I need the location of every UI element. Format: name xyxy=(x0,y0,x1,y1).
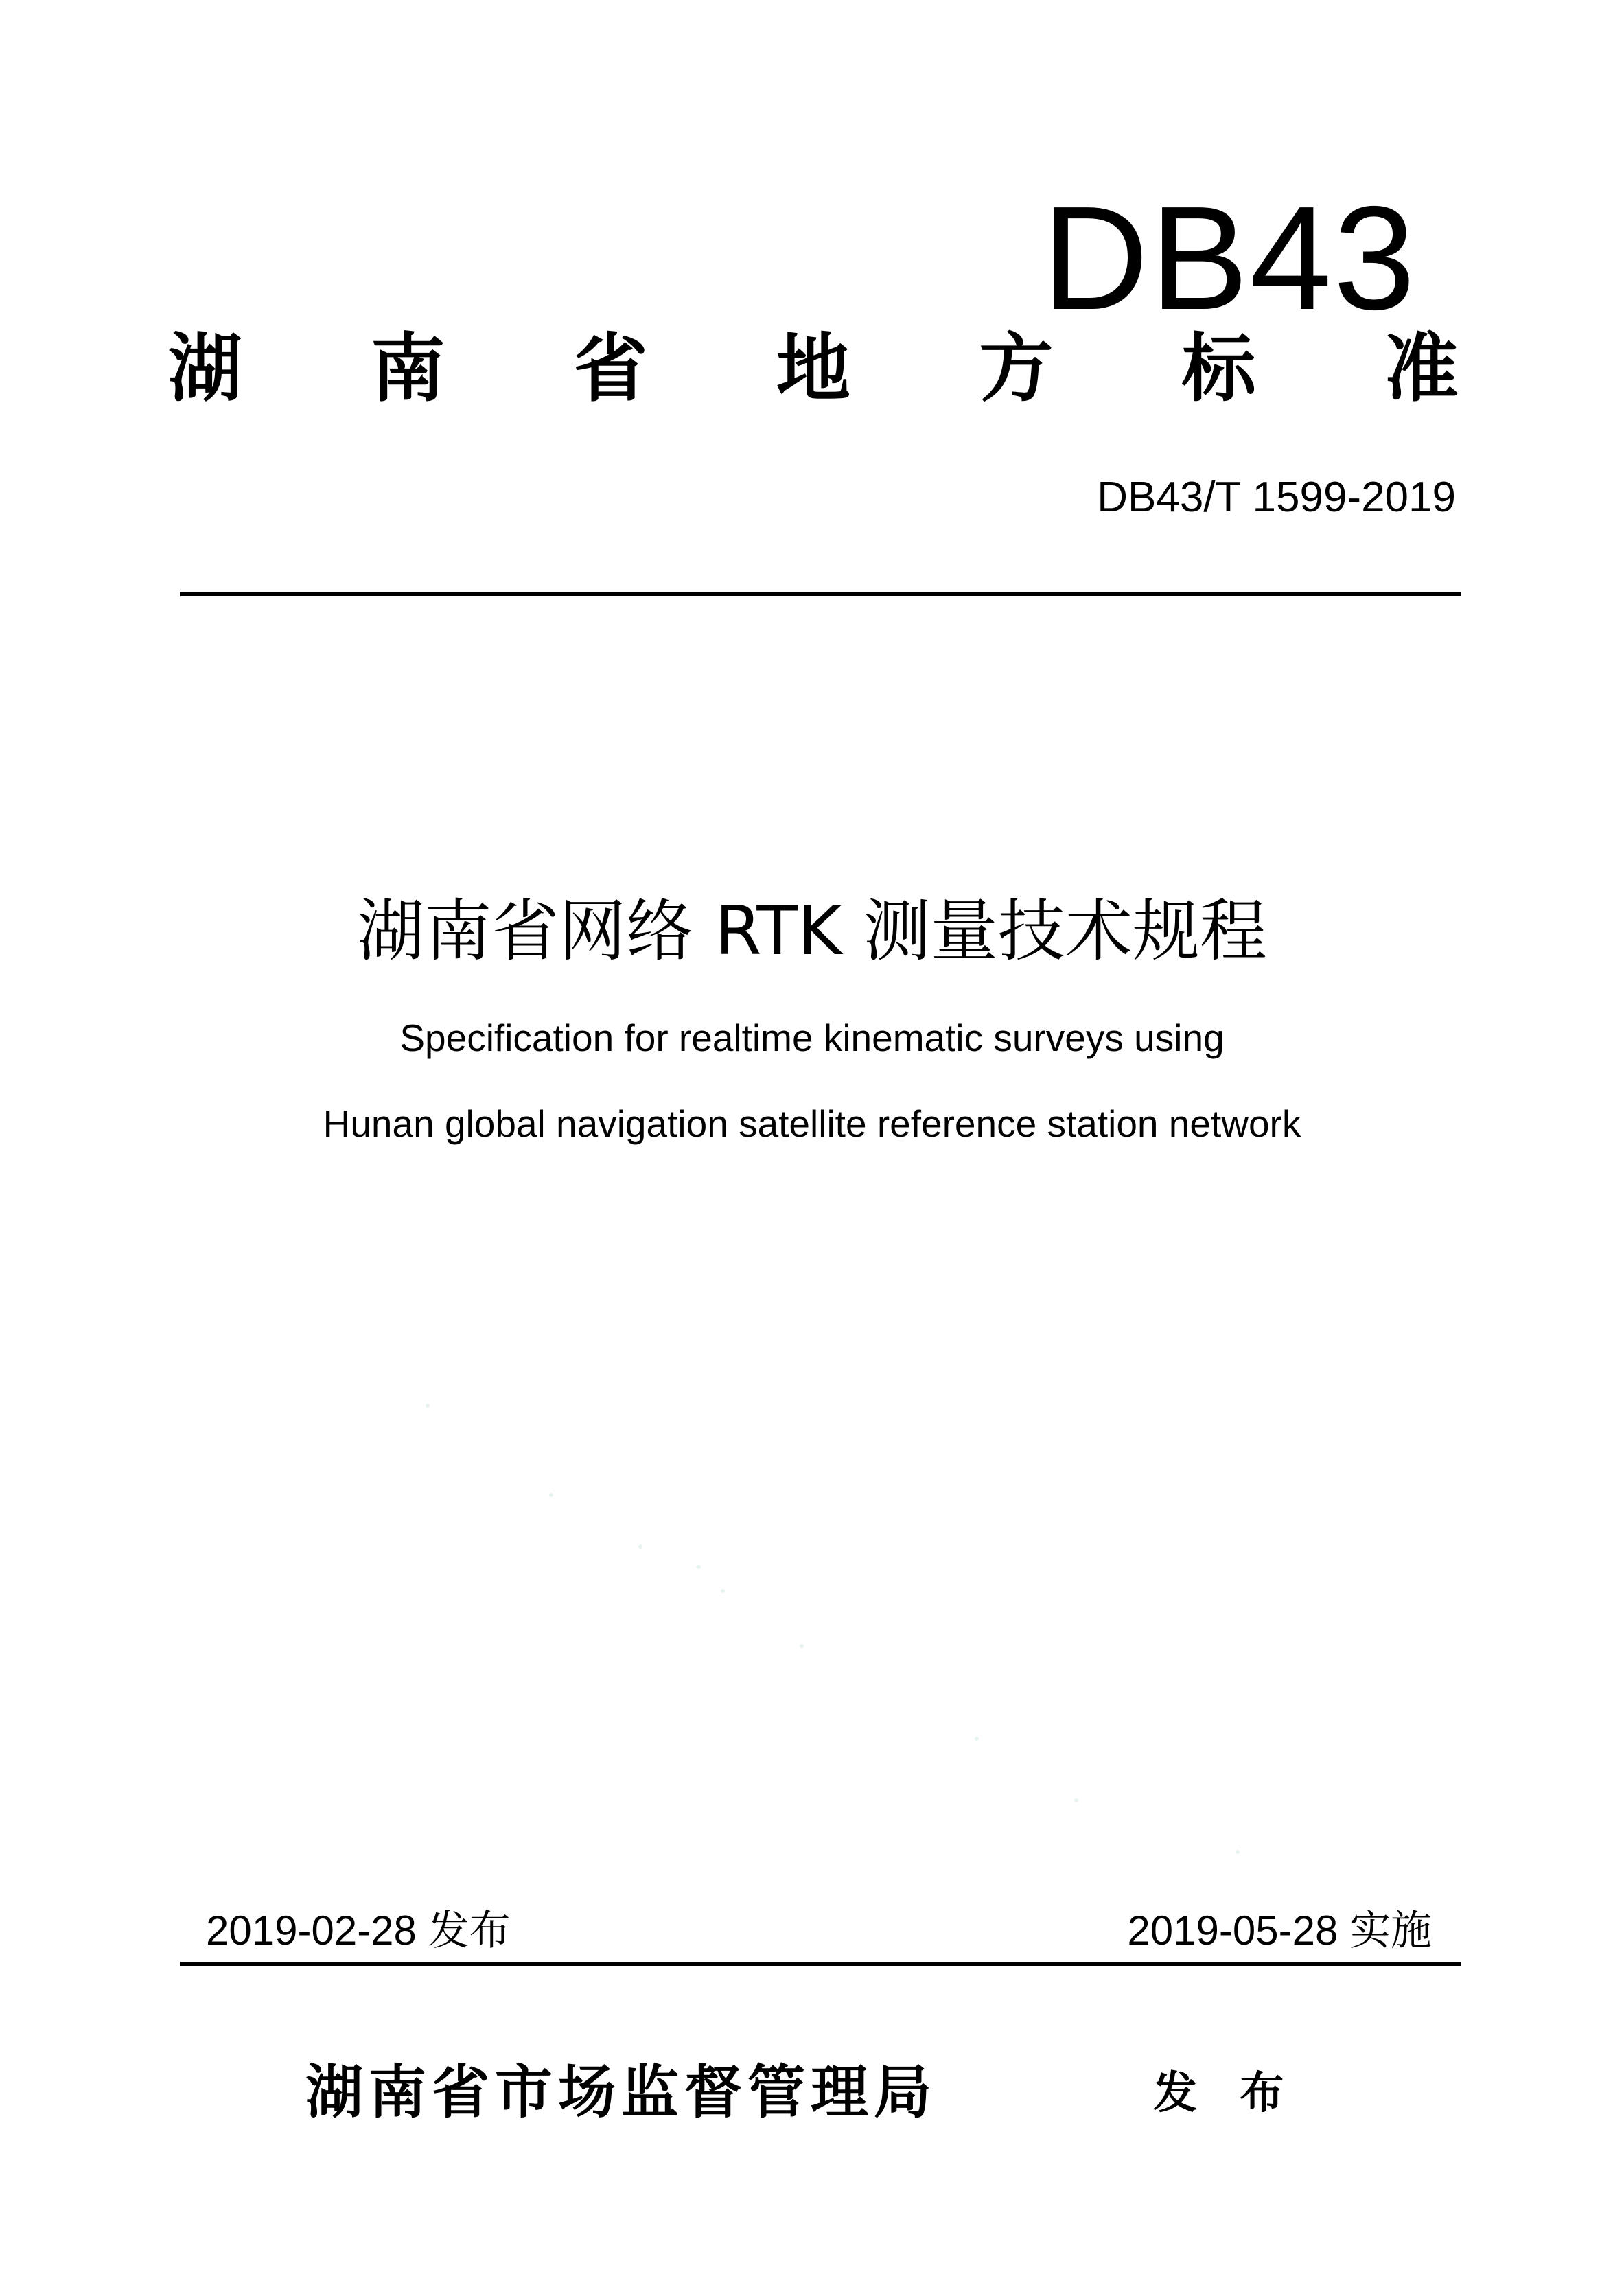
standard-type-char: 准 xyxy=(1384,326,1459,412)
document-title-chinese: 湖南省网络 RTK 测量技术规程 xyxy=(357,892,1267,971)
document-title-english-line-2: Hunan global navigation satellite reference station network xyxy=(323,1102,1301,1145)
top-divider xyxy=(180,592,1461,596)
standard-code: DB43 xyxy=(1042,175,1417,340)
standard-type-char: 地 xyxy=(776,326,850,412)
release-date: 2019-02-28 发布 xyxy=(206,1907,511,1953)
issue-label: 发 布 xyxy=(1153,2068,1298,2119)
issuing-authority: 湖南省市场监督管理局 xyxy=(305,2059,938,2126)
document-title-english-line-1: Specification for realtime kinematic surveys using xyxy=(399,1017,1225,1059)
bottom-divider xyxy=(180,1962,1461,1966)
standard-type-char: 方 xyxy=(979,326,1054,412)
implementation-date: 2019-05-28 实施 xyxy=(1127,1907,1432,1953)
standard-type-char: 南 xyxy=(371,326,445,412)
standard-type-heading xyxy=(168,328,1459,410)
standard-type-char: 省 xyxy=(573,326,648,412)
standard-number: DB43/T 1599-2019 xyxy=(1097,474,1456,521)
standard-type-char: 标 xyxy=(1181,326,1256,412)
standard-type-char: 湖 xyxy=(168,326,243,412)
